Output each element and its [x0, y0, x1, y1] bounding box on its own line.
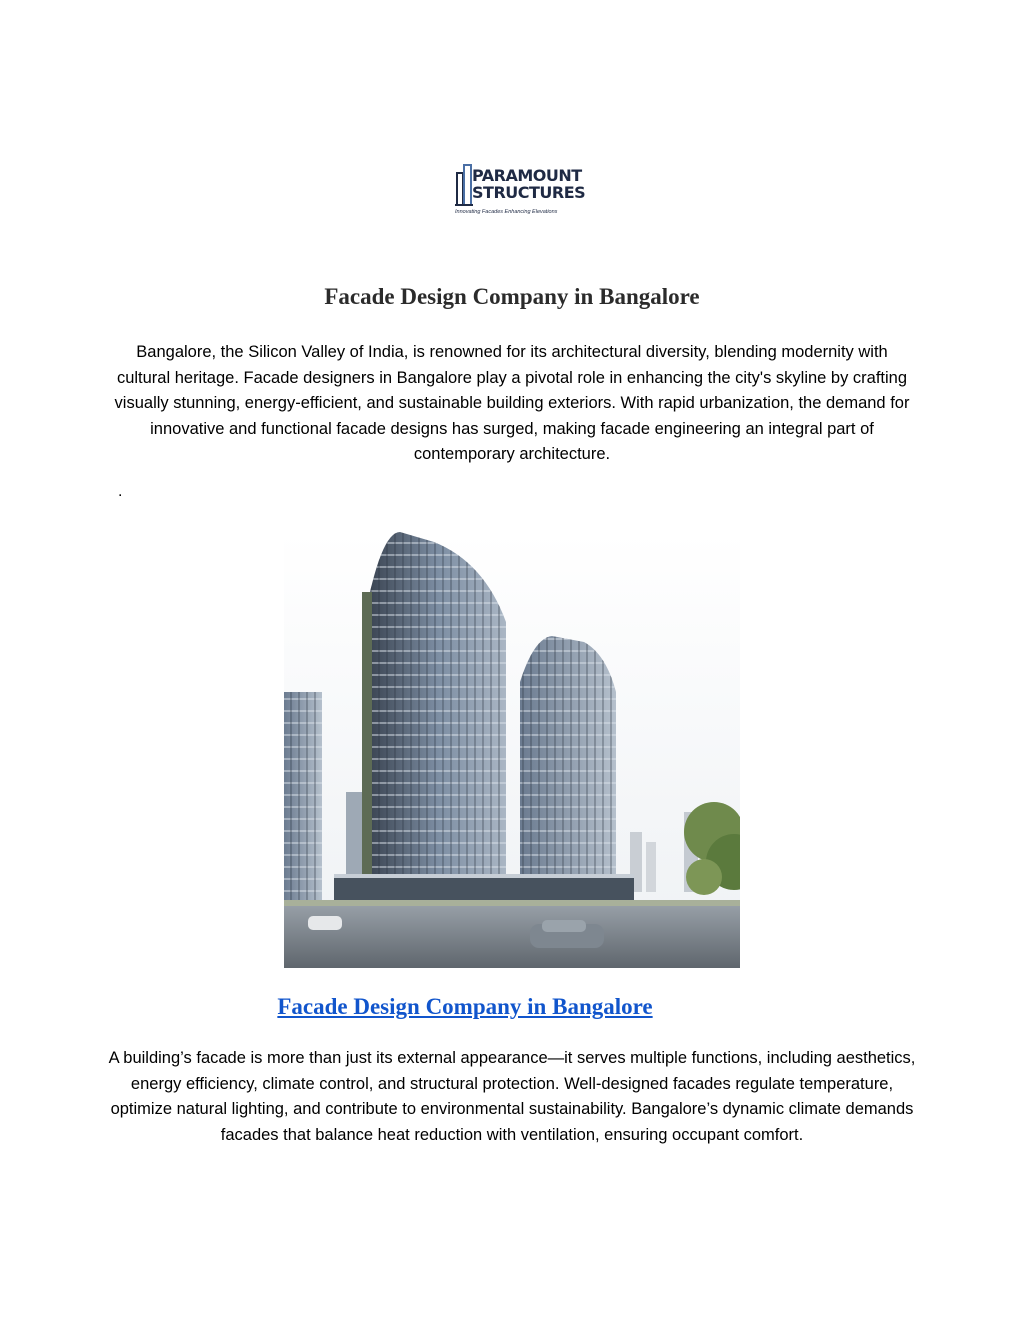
page-title: Facade Design Company in Bangalore — [324, 284, 700, 309]
logo-line-2: STRUCTURES — [472, 183, 586, 202]
separator-dot: . — [118, 483, 123, 500]
section-heading-link — [0, 994, 930, 1020]
hero-building-image — [284, 532, 740, 968]
logo-line-1: PARAMOUNT — [472, 166, 582, 185]
logo-wordmark — [472, 167, 585, 201]
facade-design-link[interactable]: Facade Design Company in Bangalore — [277, 994, 653, 1019]
company-logo — [455, 163, 586, 221]
intro-paragraph: Bangalore, the Silicon Valley of India, is renowned for its architectural diversity, blending modernity with cultural heritage. Facade designers in Bangalore play a pivotal role in enhancing the city's skyline by crafting visually stunning, energy-efficient, and sustainable building exteriors. With rapid urbanization, the demand for innovative and functional facade designs has surged, making facade engineering an integral part of contemporary architecture. — [114, 343, 910, 463]
body-paragraph: A building’s facade is more than just its external appearance—it serves multiple functions, including aesthetics, energy efficiency, climate control, and structural protection. Well-designed facades regulate temperature, optimize natural lighting, and contribute to environmental sustainability. Bangalore’s dynamic climate demands facades that balance heat reduction with ventilation, ensuring occupant comfort. — [108, 1049, 916, 1144]
logo-tagline: Innovating Facades Enhancing Elevations — [455, 209, 558, 215]
logo-building-icon — [455, 163, 473, 209]
